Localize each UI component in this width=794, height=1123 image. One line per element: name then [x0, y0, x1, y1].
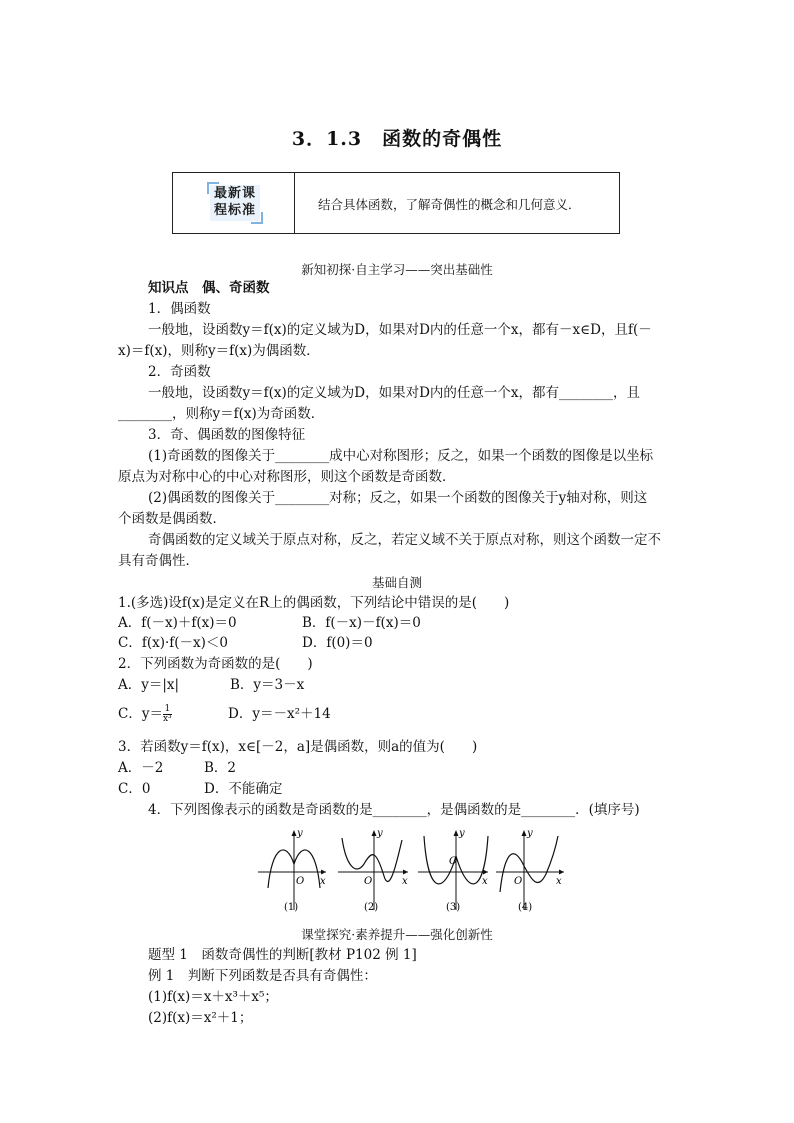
q2-option-a: A．y＝|x|: [118, 677, 180, 693]
graph-2-origin: O: [364, 876, 373, 887]
q2-c-prefix: C．y＝: [118, 706, 163, 722]
graph-1-origin: O: [296, 876, 305, 887]
graph-feature-title: 3．奇、偶函数的图像特征: [148, 427, 306, 443]
question-1: 1.(多选)设f(x)是定义在R上的偶函数，下列结论中错误的是( ): [118, 595, 510, 611]
question-4: 4．下列图像表示的函数是奇函数的是________，是偶函数的是________．(填序号): [148, 802, 640, 818]
fraction-denominator: x³: [162, 714, 172, 724]
knowledge-heading: 知识点 偶、奇函数: [148, 280, 270, 296]
standard-text: 结合具体函数，了解奇偶性的概念和几何意义．: [318, 197, 581, 212]
curriculum-standard-box: [172, 172, 620, 234]
graph-3-origin: O: [449, 856, 458, 867]
example-1-item-1: (1)f(x)＝x＋x³＋x⁵；: [148, 989, 278, 1005]
graph-1: [258, 828, 326, 913]
q3-option-c: C．0: [118, 781, 151, 797]
graph-1-label: (1): [284, 902, 299, 913]
graph-4-y-label: y: [527, 828, 533, 839]
odd-title: 2．奇函数: [148, 364, 211, 380]
graph-2-y-label: y: [377, 828, 383, 839]
graph-feature-line4: 个函数是偶函数．: [118, 511, 226, 527]
graph-4-origin: O: [514, 876, 523, 887]
graph-2-x-label: x: [402, 876, 408, 887]
q1-option-a: A．f(－x)＋f(x)＝0: [118, 615, 237, 631]
odd-def-line2: ________，则称y＝f(x)为奇函数．: [118, 406, 325, 422]
note-line1: 奇偶函数的定义域关于原点对称，反之，若定义域不关于原点对称，则这个函数一定不: [148, 532, 661, 548]
q1-option-c: C．f(x)·f(－x)＜0: [118, 635, 228, 651]
graph-3-x-label: x: [482, 876, 488, 887]
page-title: 3．1.3 函数的奇偶性: [291, 128, 503, 150]
graph-4: [496, 828, 564, 913]
note-line2: 具有奇偶性．: [118, 553, 199, 569]
question-2: 2．下列函数为奇函数的是( ): [118, 656, 313, 672]
graph-4-label: (4): [518, 902, 533, 913]
type1-heading: 题型 1 函数奇偶性的判断[教材 P102 例 1]: [148, 947, 417, 963]
graph-2: [338, 828, 408, 913]
even-def-line1: 一般地，设函数y＝f(x)的定义域为D，如果对D内的任意一个x，都有－x∈D，且f(－: [148, 322, 652, 338]
graph-3-label: (3): [446, 902, 461, 913]
fraction: [163, 705, 172, 724]
q1-option-d: D．f(0)＝0: [302, 635, 373, 651]
odd-def-line1: 一般地，设函数y＝f(x)的定义域为D，如果对D内的任意一个x，都有________，且: [148, 385, 641, 401]
fraction-numerator: 1: [164, 704, 171, 714]
even-title: 1．偶函数: [148, 301, 211, 317]
selftest-heading: 基础自测: [371, 575, 422, 590]
standard-tag: 最新课 程标准: [210, 185, 260, 221]
graph-1-x-label: x: [320, 876, 326, 887]
q3-option-a: A．－2: [118, 760, 164, 776]
graph-feature-line3: (2)偶函数的图像关于________对称；反之，如果一个函数的图像关于y轴对称，则这: [148, 490, 648, 506]
graph-4-x-label: x: [556, 876, 562, 887]
section-heading-1: 新知初探·自主学习——突出基础性: [301, 262, 493, 277]
example-1-item-2: (2)f(x)＝x²＋1；: [148, 1010, 253, 1026]
q3-option-b: B．2: [204, 760, 237, 776]
q2-option-b: B．y＝3－x: [230, 677, 305, 693]
graph-3: [418, 828, 488, 913]
even-def-line2: x)＝f(x)，则称y＝f(x)为偶函数．: [118, 343, 320, 359]
q2-option-d: D．y＝－x²＋14: [228, 706, 331, 722]
graph-2-label: (2): [364, 902, 379, 913]
graph-feature-line2: 原点为对称中心的中心对称图形，则这个函数是奇函数．: [118, 469, 456, 485]
q4-graphs: [256, 826, 566, 916]
graph-1-y-label: y: [297, 828, 303, 839]
graph-3-y-label: y: [459, 828, 465, 839]
example-1: 例 1 判断下列函数是否具有奇偶性：: [148, 968, 377, 984]
question-3: 3．若函数y＝f(x)，x∈[－2，a]是偶函数，则a的值为( ): [118, 739, 478, 755]
graph-feature-line1: (1)奇函数的图像关于________成中心对称图形；反之，如果一个函数的图像是以坐标: [148, 448, 654, 464]
section-heading-2: 课堂探究·素养提升——强化创新性: [301, 927, 493, 942]
q3-option-d: D．不能确定: [204, 781, 283, 797]
q1-option-b: B．f(－x)－f(x)＝0: [302, 615, 421, 631]
q2-option-c: [118, 705, 172, 724]
standard-label-cell: [173, 173, 295, 233]
